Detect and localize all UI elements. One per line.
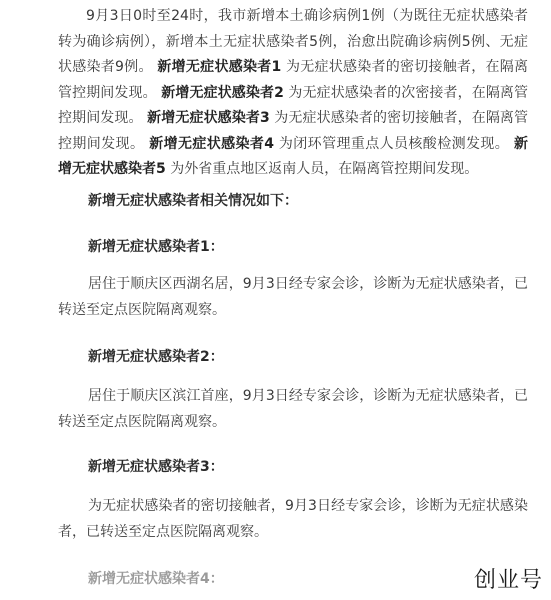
source-watermark: 创业号 (473, 568, 543, 593)
case-2-detail: 居住于顺庆区滨江首座，9月3日经专家会诊，诊断为无症状感染者，已转送至定点医院隔离观察。 (58, 388, 528, 430)
case-1-summary: 为无症状感染者的密切接触者，在隔离管控期间发现。 (58, 59, 529, 101)
intro-summary: 9月3日0时至24时，我市新增本土确诊病例1例（为既往无症状感染者转为确诊病例），新增本土无症状感染者5例，治愈出院确诊病例5例、无症状感染者9例。 (58, 8, 528, 75)
case-4-heading: 新增无症状感染者4： (88, 571, 224, 587)
case-1-heading: 新增无症状感染者1： (88, 239, 224, 255)
case-2-heading: 新增无症状感染者2： (88, 349, 224, 365)
case-3-label: 新增无症状感染者3 (147, 110, 270, 126)
section-title: 新增无症状感染者相关情况如下： (88, 193, 298, 209)
case-3-summary: 为无症状感染者的密切接触者，在隔离管控期间发现。 (58, 110, 529, 152)
case-2-label: 新增无症状感染者2 (161, 84, 284, 101)
case-5-summary: 为外省重点地区返南人员，在隔离管控期间发现。 (170, 161, 479, 177)
case-2-summary: 为无症状感染者的次密接者，在隔离管控期间发现。 (58, 84, 529, 126)
case-3-detail: 为无症状感染者的密切接触者，9月3日经专家会诊，诊断为无症状感染者，已转送至定点医院隔离观察。 (58, 498, 528, 540)
case-5-label: 新增无症状感染者5 (58, 135, 528, 177)
case-1-label: 新增无症状感染者1 (157, 59, 282, 75)
case-3-heading: 新增无症状感染者3： (88, 459, 224, 475)
intro-paragraph (58, 4, 528, 183)
case-4-summary: 为闭环管理重点人员核酸检测发现。 (278, 135, 510, 152)
case-4-label: 新增无症状感染者4 (149, 135, 275, 152)
case-1-detail: 居住于顺庆区西湖名居，9月3日经专家会诊，诊断为无症状感染者，已转送至定点医院隔离观察。 (58, 276, 528, 318)
